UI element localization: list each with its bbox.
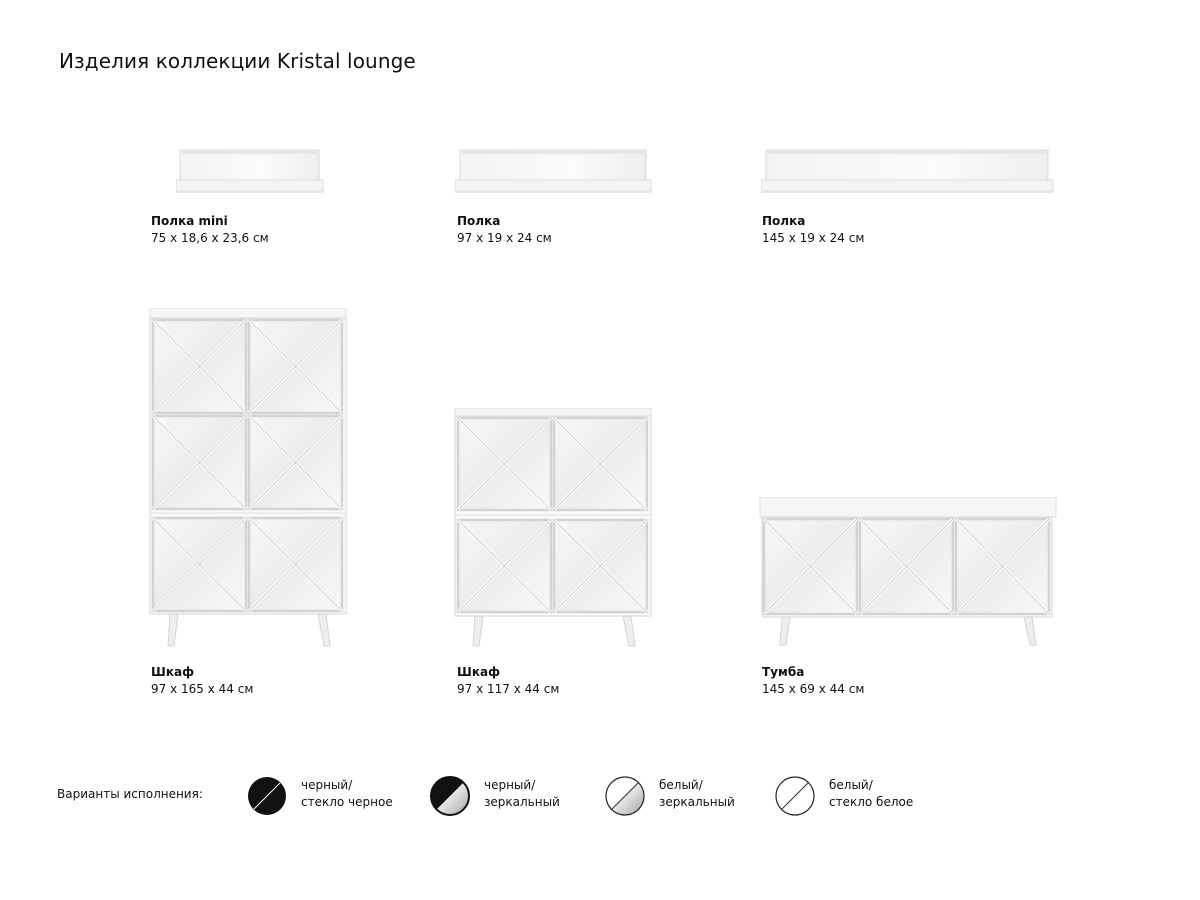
- product-dimensions: 75 x 18,6 x 23,6 см: [151, 231, 269, 245]
- product-name: Полка mini: [151, 214, 228, 228]
- page-title: Изделия коллекции Kristal lounge: [59, 49, 416, 73]
- black-mirror-swatch-icon: [429, 775, 471, 817]
- shelf-145-caption: [762, 213, 864, 247]
- variant-line-2: зеркальный: [484, 795, 560, 809]
- product-dimensions: 97 x 19 x 24 см: [457, 231, 552, 245]
- product-dimensions: 145 x 69 x 44 см: [762, 682, 865, 696]
- variant-line-1: белый/: [659, 778, 703, 792]
- product-dimensions: 97 x 117 x 44 см: [457, 682, 560, 696]
- product-name: Тумба: [762, 665, 805, 679]
- sideboard-image: [758, 497, 1058, 649]
- sideboard-caption: [762, 664, 864, 698]
- black-glass-black-swatch-icon: [246, 775, 288, 817]
- shelf-97-image: [455, 148, 655, 196]
- variant-line-1: черный/: [301, 778, 353, 792]
- product-name: Шкаф: [151, 665, 194, 679]
- variant-line-1: черный/: [484, 778, 536, 792]
- product-name: Шкаф: [457, 665, 500, 679]
- white-glass-white-swatch-icon: [774, 775, 816, 817]
- shelf-145-image: [761, 148, 1057, 196]
- cabinet-medium-caption: [457, 664, 559, 698]
- variant-line-2: стекло черное: [301, 795, 393, 809]
- cabinet-tall-caption: [151, 664, 253, 698]
- product-dimensions: 97 x 165 x 44 см: [151, 682, 254, 696]
- shelf-mini-image: [176, 148, 326, 196]
- cabinet-tall-image: [148, 308, 350, 648]
- shelf-mini-caption: [151, 213, 269, 247]
- product-name: Полка: [457, 214, 501, 228]
- variants-label: Варианты исполнения:: [57, 787, 203, 801]
- variant-line-2: стекло белое: [829, 795, 914, 809]
- product-dimensions: 145 x 19 x 24 см: [762, 231, 865, 245]
- shelf-97-caption: [457, 213, 552, 247]
- cabinet-medium-image: [453, 408, 655, 648]
- variant-line-1: белый/: [829, 778, 873, 792]
- white-mirror-swatch-icon: [604, 775, 646, 817]
- variant-line-2: зеркальный: [659, 795, 735, 809]
- product-name: Полка: [762, 214, 806, 228]
